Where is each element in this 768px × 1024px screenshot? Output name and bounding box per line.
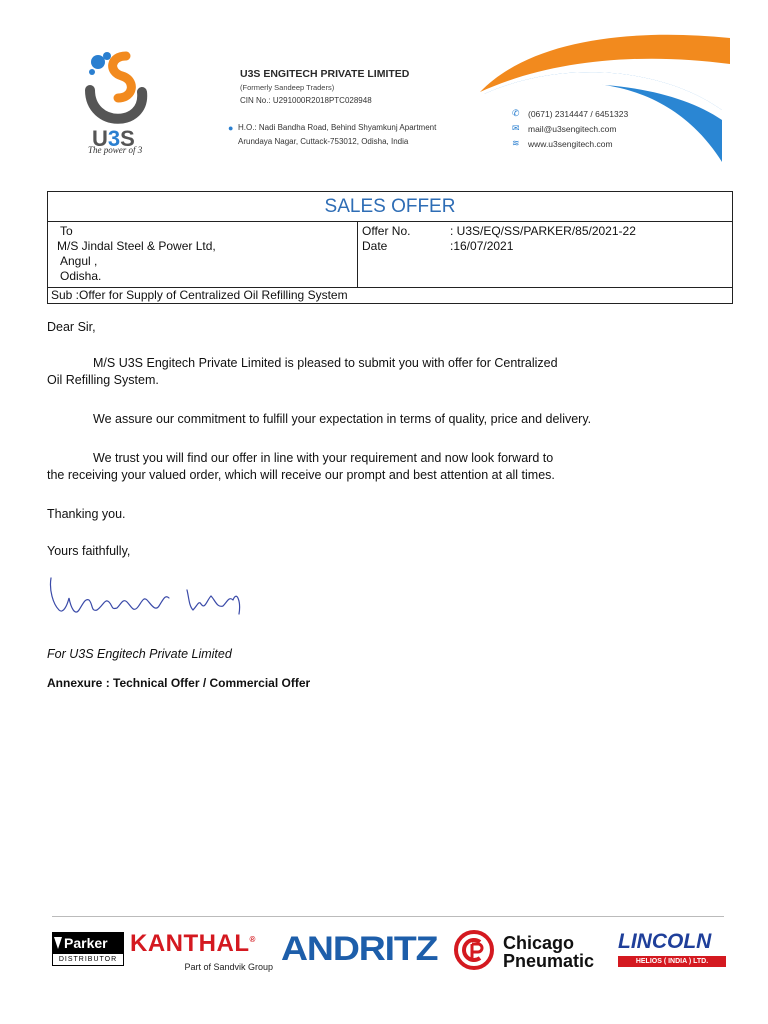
- company-logo: [80, 48, 160, 158]
- cp-line-2: Pneumatic: [503, 951, 595, 971]
- paragraph-3-line-2: the receiving your valued order, which will receive our prompt and best attention at all times.: [47, 468, 555, 482]
- email-icon: ✉: [512, 123, 520, 133]
- offer-title: SALES OFFER: [48, 192, 732, 222]
- offer-meta: [358, 222, 732, 287]
- paragraph-1-line-2: Oil Refilling System.: [47, 373, 159, 387]
- contact-block: [512, 106, 628, 151]
- date-label: Date: [362, 239, 388, 253]
- former-name: (Formerly Sandeep Traders): [240, 83, 335, 92]
- logo-wordmark: U3S: [92, 126, 135, 151]
- company-name: U3S ENGITECH PRIVATE LIMITED: [240, 68, 410, 80]
- kanthal-sub: Part of Sandvik Group: [184, 962, 273, 972]
- location-pin-icon: ●: [228, 123, 234, 133]
- address-block: [228, 121, 488, 149]
- signature: [47, 570, 247, 630]
- footer-divider: [52, 916, 724, 917]
- andritz-logo: ANDRITZ: [281, 930, 438, 968]
- paragraph-3-line-1: We trust you will find our offer in line with your requirement and now look forward to: [93, 451, 554, 465]
- annexure-value: : Technical Offer / Commercial Offer: [102, 676, 311, 690]
- chicago-pneumatic-icon: [454, 930, 494, 970]
- lincoln-sub: HELIOS ( INDIA ) LTD.: [618, 956, 726, 967]
- recipient-line-1: M/S Jindal Steel & Power Ltd,: [57, 239, 216, 253]
- for-company-line: For U3S Engitech Private Limited: [47, 647, 232, 661]
- letter-body: [47, 320, 737, 558]
- recipient-line-2: Angul ,: [60, 254, 98, 268]
- company-info: [240, 68, 490, 105]
- chicago-pneumatic-logo: [503, 934, 594, 970]
- offer-details-table: [47, 191, 733, 304]
- recipient-line-3: Odisha.: [60, 269, 102, 283]
- closing-line: Yours faithfully,: [47, 544, 131, 558]
- recipient-block: [48, 222, 358, 287]
- annexure-label: Annexure: [47, 676, 103, 690]
- website-text: www.u3sengitech.com: [528, 138, 613, 149]
- parker-sub: DISTRIBUTOR: [52, 954, 124, 966]
- date-value: :16/07/2021: [450, 239, 514, 253]
- address-line-1: H.O.: Nadi Bandha Road, Behind Shyamkunj Apartment: [238, 123, 437, 132]
- offer-no-label: Offer No.: [362, 224, 411, 238]
- phone-icon: ✆: [512, 108, 520, 118]
- annexure-line: [47, 676, 310, 690]
- paragraph-2: We assure our commitment to fulfill your expectation in terms of quality, price and delivery.: [93, 412, 592, 426]
- lincoln-name: LINCOLN: [618, 930, 712, 953]
- cp-line-1: Chicago: [503, 933, 575, 953]
- offer-no-value: : U3S/EQ/SS/PARKER/85/2021-22: [450, 224, 636, 238]
- paragraph-1-line-1: M/S U3S Engitech Private Limited is pleased to submit you with offer for Centralized: [93, 356, 558, 370]
- phone-text: (0671) 2314447 / 6451323: [528, 108, 629, 119]
- address-line-2: Arundaya Nagar, Cuttack-753012, Odisha, India: [238, 137, 409, 146]
- to-label: To: [60, 224, 73, 238]
- salutation: Dear Sir,: [47, 320, 96, 334]
- parker-logo: [52, 932, 124, 968]
- lincoln-logo: [618, 930, 726, 967]
- subject-line: Sub :Offer for Supply of Centralized Oil Refilling System: [51, 288, 348, 302]
- logo-tagline: The power of 3: [88, 145, 143, 155]
- email-text: mail@u3sengitech.com: [528, 123, 617, 134]
- thanks-line: Thanking you.: [47, 507, 126, 521]
- kanthal-logo: KANTHAL® Part of Sandvik Group: [130, 930, 273, 972]
- kanthal-name: KANTHAL: [130, 930, 250, 957]
- parker-name: Parker: [52, 932, 124, 954]
- wifi-icon: ≋: [512, 138, 520, 148]
- cin-number: CIN No.: U291000R2018PTC028948: [240, 96, 372, 105]
